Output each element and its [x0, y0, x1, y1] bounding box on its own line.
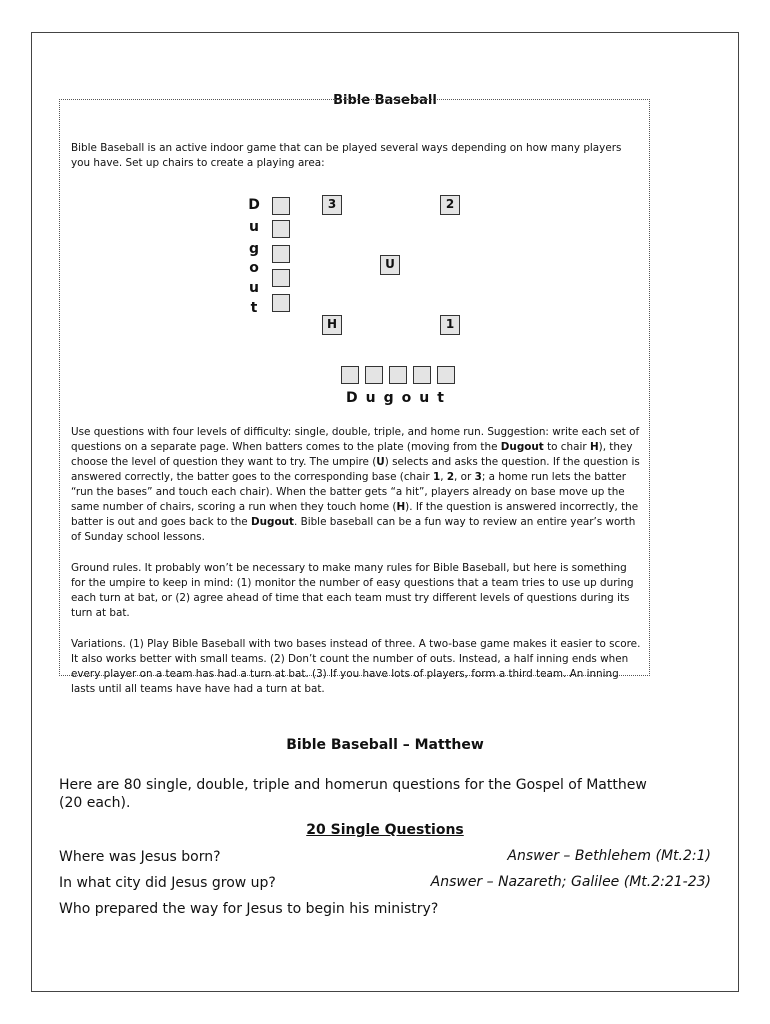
third-base-chair: 3: [322, 195, 342, 215]
dugout-horizontal-label: Dugout: [346, 390, 452, 406]
dugout-vertical-letter: t: [250, 300, 258, 316]
dugout-chair: [272, 294, 290, 312]
section-title: Bible Baseball – Matthew: [286, 737, 484, 753]
questions-heading: 20 Single Questions: [306, 822, 464, 838]
section-intro: Here are 80 single, double, triple and homerun questions for the Gospel of Matthew (20 each).: [59, 777, 647, 811]
dugout-chair: [413, 366, 431, 384]
dugout-vertical-letter: u: [249, 280, 259, 296]
dugout-chair: [272, 269, 290, 287]
dugout-vertical-letter: o: [249, 260, 259, 276]
answer-text: Answer – Bethlehem (Mt.2:1): [507, 848, 711, 864]
first-base-chair: 1: [440, 315, 460, 335]
dugout-vertical-letter: u: [249, 219, 259, 235]
ground-rules-paragraph: Ground rules. It probably won’t be necessary to make many rules for Bible Baseball, but here is something for the umpire to keep in mind: (1) monitor the number of easy questions that a team tries to use up during each turn at bat, or (2) agree ahead of time that each team must try different levels of questions during its turn at bat.: [71, 562, 634, 619]
dugout-vertical-letter: D: [248, 197, 260, 213]
question-text: Where was Jesus born?: [59, 849, 221, 865]
dugout-chair: [272, 197, 290, 215]
dugout-vertical-letter: g: [248, 241, 260, 257]
dugout-chair: [437, 366, 455, 384]
dugout-chair: [389, 366, 407, 384]
rules-paragraph: Use questions with four levels of difficulty: single, double, triple, and home run. Suggestion: write each set of questions on a separate page. When batters comes to the plate (moving from the Dugout to chair H), they choose the level of question they want to try. The umpire (U) selects and asks the question. If the question is answered correctly, the batter goes to the corresponding base (chair 1, 2, or 3; a home run lets the batter “run the bases” and touch each chair). When the batter gets “a hit”, players already on base move up the same number of chairs, scoring a run when they touch home (H). If the question is answered incorrectly, the batter is out and goes back to the Dugout. Bible baseball can be a fun way to review an entire year’s worth of Sunday school lessons.: [71, 426, 640, 543]
page-title: Bible Baseball: [333, 93, 437, 108]
dugout-chair: [365, 366, 383, 384]
instructions-box: [59, 99, 650, 695]
dugout-chair: [272, 220, 290, 238]
umpire-chair: U: [380, 255, 400, 275]
variations-paragraph: Variations. (1) Play Bible Baseball with two bases instead of three. A two-base game makes it easier to score. It also works better with small teams. (2) Don’t count the number of outs. Instead, a half inning ends when every player on a team has had a turn at bat. (3) If you have lots of players, form a third team. An inning lasts until all teams have have had a turn at bat.: [71, 638, 641, 695]
dugout-chair: [341, 366, 359, 384]
question-text: Who prepared the way for Jesus to begin his ministry?: [59, 901, 439, 917]
answer-text: Answer – Nazareth; Galilee (Mt.2:21-23): [430, 874, 711, 890]
intro-paragraph: Bible Baseball is an active indoor game that can be played several ways depending on how many players you have. Set up chairs to create a playing area:: [71, 142, 622, 169]
question-text: In what city did Jesus grow up?: [59, 875, 276, 891]
home-base-chair: H: [322, 315, 342, 335]
second-base-chair: 2: [440, 195, 460, 215]
dugout-chair: [272, 245, 290, 263]
